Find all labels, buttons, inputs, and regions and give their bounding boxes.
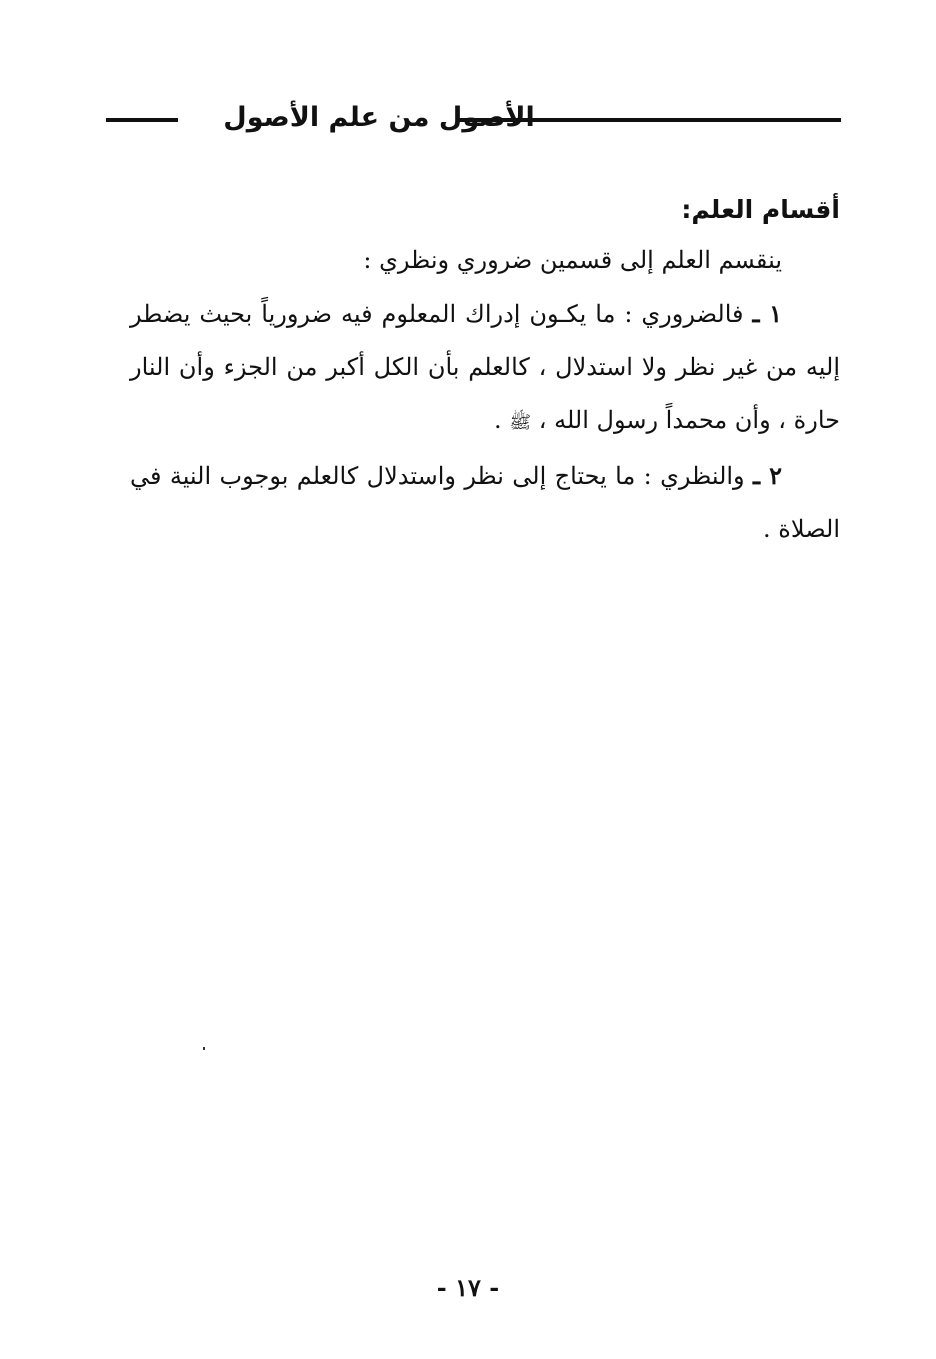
item-text: فالضروري : ما يكـون إدراك المعلوم فيه ضرورياً بحيث يضطر إليه من غير نظر ولا استدلال ، كالعلم بأن الكل أكبر من الجزء وأن النار حارة ، وأن محمداً رسول الله ، xyxy=(130,300,840,434)
item-number: ٢ ـ xyxy=(753,461,782,490)
page-header xyxy=(106,96,841,142)
item-theoretical-knowledge xyxy=(130,449,840,556)
honorific-glyph: ﷺ xyxy=(509,412,532,433)
page-number: - ١٧ - xyxy=(436,1273,500,1302)
item-necessary-knowledge xyxy=(130,287,840,449)
header-rule-left xyxy=(106,118,178,122)
scan-speck xyxy=(203,1047,205,1050)
item-text: والنظري : ما يحتاج إلى نظر واستدلال كالعلم بوجوب النية في الصلاة . xyxy=(130,462,840,543)
item-end-mark: . xyxy=(494,406,502,434)
intro-paragraph: ينقسم العلم إلى قسمين ضروري ونظري : xyxy=(363,246,782,274)
item-number: ١ ـ xyxy=(752,299,783,328)
body-text xyxy=(130,186,840,556)
section-heading: أقسام العلم: xyxy=(681,195,840,224)
running-title: الأصول من علم الأصول xyxy=(223,102,535,133)
